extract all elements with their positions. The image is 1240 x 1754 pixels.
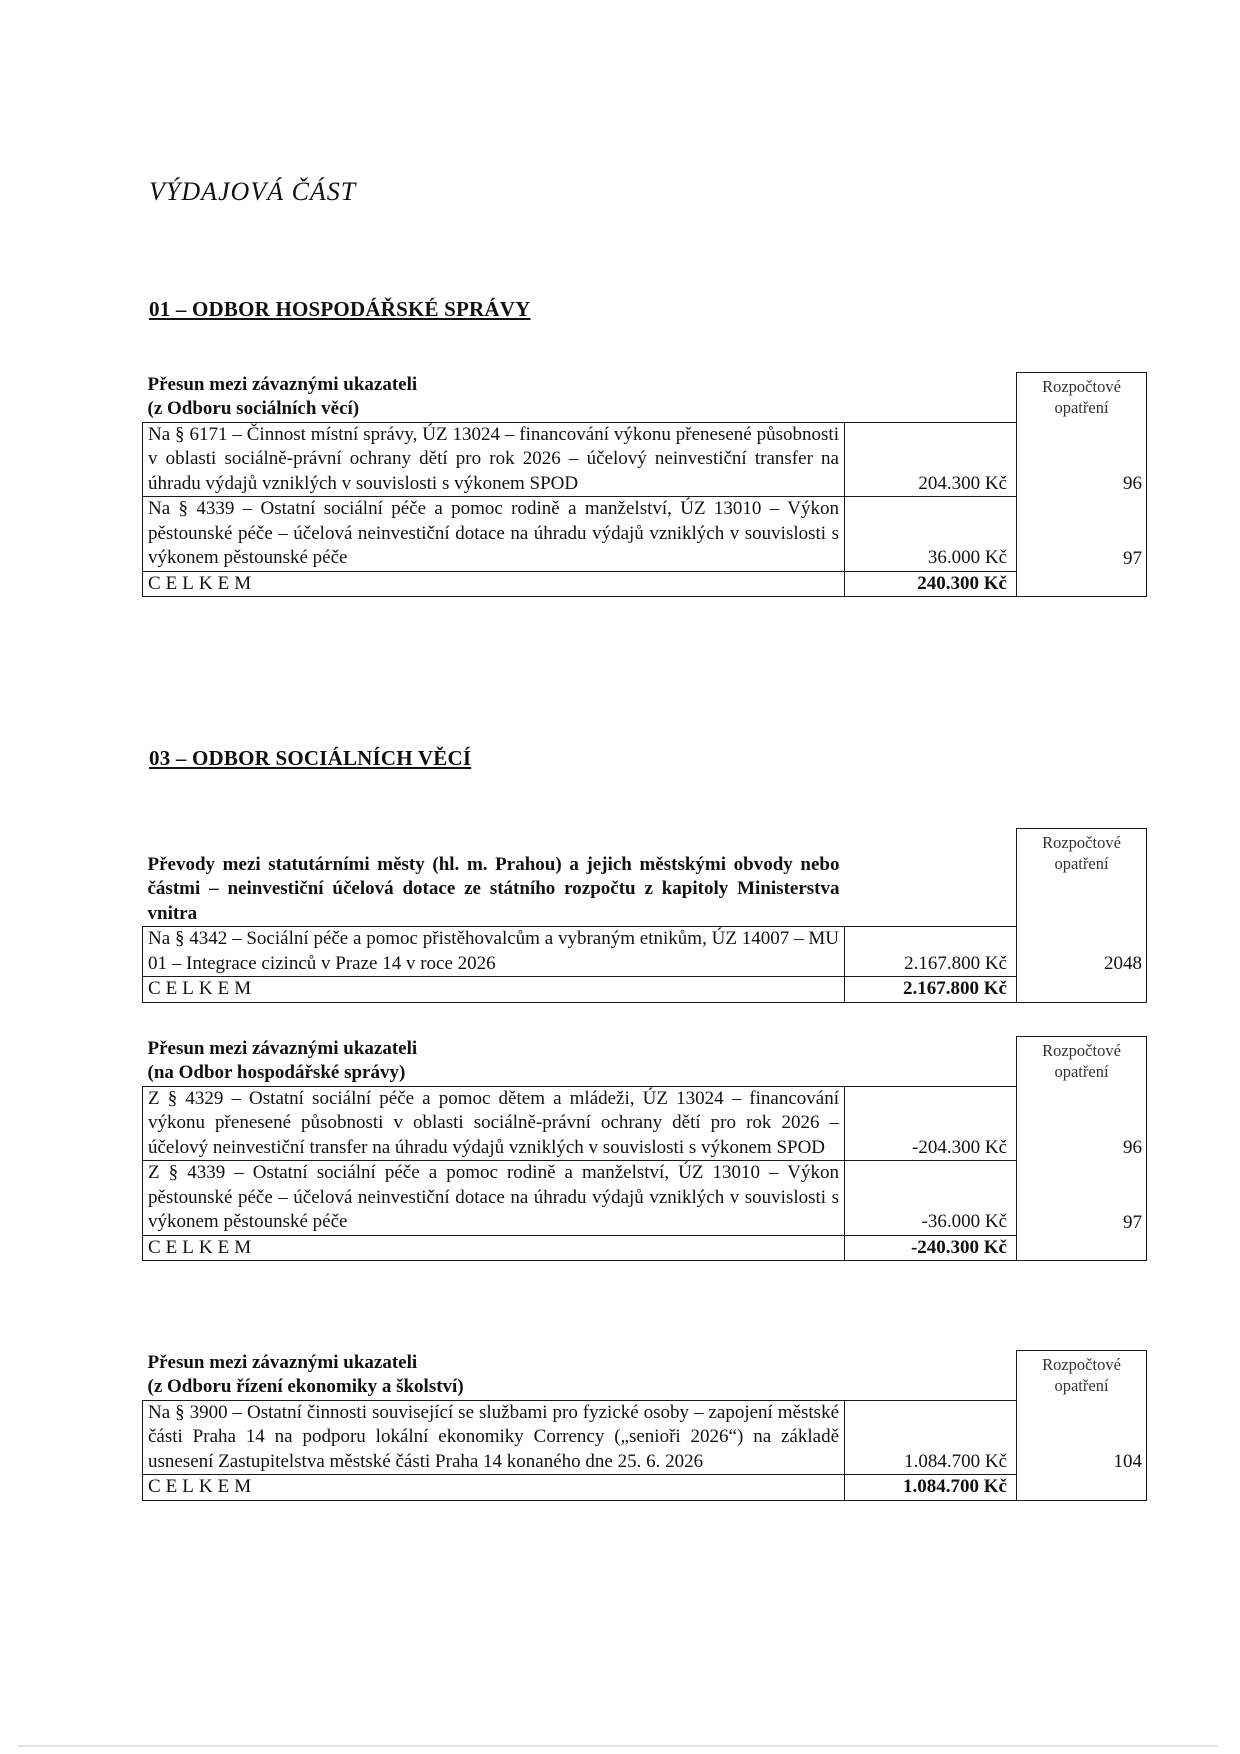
department-heading-01: 01 – ODBOR HOSPODÁŘSKÉ SPRÁVY xyxy=(149,297,531,321)
table-row xyxy=(143,927,1147,977)
row-ro-number: 97 xyxy=(1017,1161,1147,1236)
ro-header: Rozpočtové opatření xyxy=(1017,1351,1147,1401)
row-description: Na § 6171 – Činnost místní správy, ÚZ 13024 – financování výkonu přenesené působnosti v oblasti sociálně-právní ochrany dětí pro rok 2026 – účelový neinvestiční transfer na úhradu výdajů vzniklých v souvislosti s výkonem SPOD xyxy=(143,422,845,497)
row-ro-number: 96 xyxy=(1017,1086,1147,1161)
section-heading-line: (z Odboru sociálních věcí) xyxy=(147,398,360,419)
row-ro-number: 97 xyxy=(1017,497,1147,572)
department-heading-03: 03 – ODBOR SOCIÁLNÍCH VĚCÍ xyxy=(149,746,472,770)
budget-section-hs-transfer xyxy=(142,372,1146,597)
section-heading-line: Přesun mezi závaznými ukazateli xyxy=(147,1037,418,1059)
table-row xyxy=(143,1161,1147,1236)
section-heading: Převody mezi statutárními městy (hl. m. Prahou) a jejich městskými obvody nebo částmi – neinvestiční účelová dotace ze státního rozpočtu z kapitoly Ministerstva vnitra xyxy=(147,853,840,924)
total-row xyxy=(143,571,1147,597)
total-row xyxy=(143,977,1147,1003)
row-amount: 1.084.700 Kč xyxy=(845,1400,1017,1475)
total-label: CELKEM xyxy=(143,1475,845,1501)
budget-section-sv-to-hs xyxy=(142,1036,1146,1261)
table-row xyxy=(143,1400,1147,1475)
row-ro-number: 104 xyxy=(1017,1400,1147,1475)
section-heading xyxy=(143,1037,845,1087)
page-title: VÝDAJOVÁ ČÁST xyxy=(149,177,357,206)
budget-section-transfers-cities xyxy=(142,828,1146,1003)
total-amount: -240.300 Kč xyxy=(845,1235,1017,1261)
total-label: CELKEM xyxy=(143,571,845,597)
section-heading xyxy=(143,1351,845,1401)
row-amount: 36.000 Kč xyxy=(845,497,1017,572)
ro-header: Rozpočtové opatření xyxy=(1017,1037,1147,1087)
budget-table xyxy=(142,1036,1147,1261)
section-heading-line: (z Odboru řízení ekonomiky a školství) xyxy=(147,1376,464,1397)
row-description: Na § 4339 – Ostatní sociální péče a pomoc rodině a manželství, ÚZ 13010 – Výkon pěstounské péče – účelová neinvestiční dotace na úhradu výdajů vzniklých v souvislosti s výkonem pěstounské péče xyxy=(143,497,845,572)
row-description: Na § 4342 – Sociální péče a pomoc přistěhovalcům a vybraným etnikům, ÚZ 14007 – MU 01 – Integrace cizinců v Praze 14 v roce 2026 xyxy=(143,927,845,977)
total-amount: 240.300 Kč xyxy=(845,571,1017,597)
budget-section-sv-from-rek xyxy=(142,1350,1146,1501)
page-edge-divider xyxy=(18,1745,1218,1747)
row-description: Na § 3900 – Ostatní činnosti související se službami pro fyzické osoby – zapojení městské části Praha 14 na podporu lokální ekonomiky Corrency („senioři 2026“) na základě usnesení Zastupitelstva městské části Praha 14 konaného dne 25. 6. 2026 xyxy=(143,1400,845,1475)
table-row xyxy=(143,1086,1147,1161)
row-description: Z § 4329 – Ostatní sociální péče a pomoc dětem a mládeži, ÚZ 13024 – financování výkonu přenesené působnosti v oblasti sociálně-právní ochrany dětí pro rok 2026 – účelový neinvestiční transfer na úhradu výdajů vzniklých v souvislosti s výkonem SPOD xyxy=(143,1086,845,1161)
budget-table xyxy=(142,372,1147,597)
row-amount: -36.000 Kč xyxy=(845,1161,1017,1236)
ro-header: Rozpočtové opatření xyxy=(1017,373,1147,423)
section-heading-line: (na Odbor hospodářské správy) xyxy=(147,1062,406,1083)
section-heading-line: Přesun mezi závaznými ukazateli xyxy=(147,373,418,395)
row-description: Z § 4339 – Ostatní sociální péče a pomoc rodině a manželství, ÚZ 13010 – Výkon pěstounské péče – účelová neinvestiční dotace na úhradu výdajů vzniklých v souvislosti s výkonem pěstounské péče xyxy=(143,1161,845,1236)
row-amount: 204.300 Kč xyxy=(845,422,1017,497)
row-amount: 2.167.800 Kč xyxy=(845,927,1017,977)
row-amount: -204.300 Kč xyxy=(845,1086,1017,1161)
total-row xyxy=(143,1235,1147,1261)
row-ro-number: 2048 xyxy=(1017,927,1147,977)
budget-table xyxy=(142,828,1147,1003)
section-heading xyxy=(143,373,845,423)
ro-header: Rozpočtové opatření xyxy=(1017,829,1147,927)
section-heading-line: Přesun mezi závaznými ukazateli xyxy=(147,1351,418,1373)
budget-table xyxy=(142,1350,1147,1501)
table-row xyxy=(143,422,1147,497)
total-row xyxy=(143,1475,1147,1501)
table-row xyxy=(143,497,1147,572)
total-amount: 2.167.800 Kč xyxy=(845,977,1017,1003)
total-label: CELKEM xyxy=(143,1235,845,1261)
total-label: CELKEM xyxy=(143,977,845,1003)
total-amount: 1.084.700 Kč xyxy=(845,1475,1017,1501)
row-ro-number: 96 xyxy=(1017,422,1147,497)
